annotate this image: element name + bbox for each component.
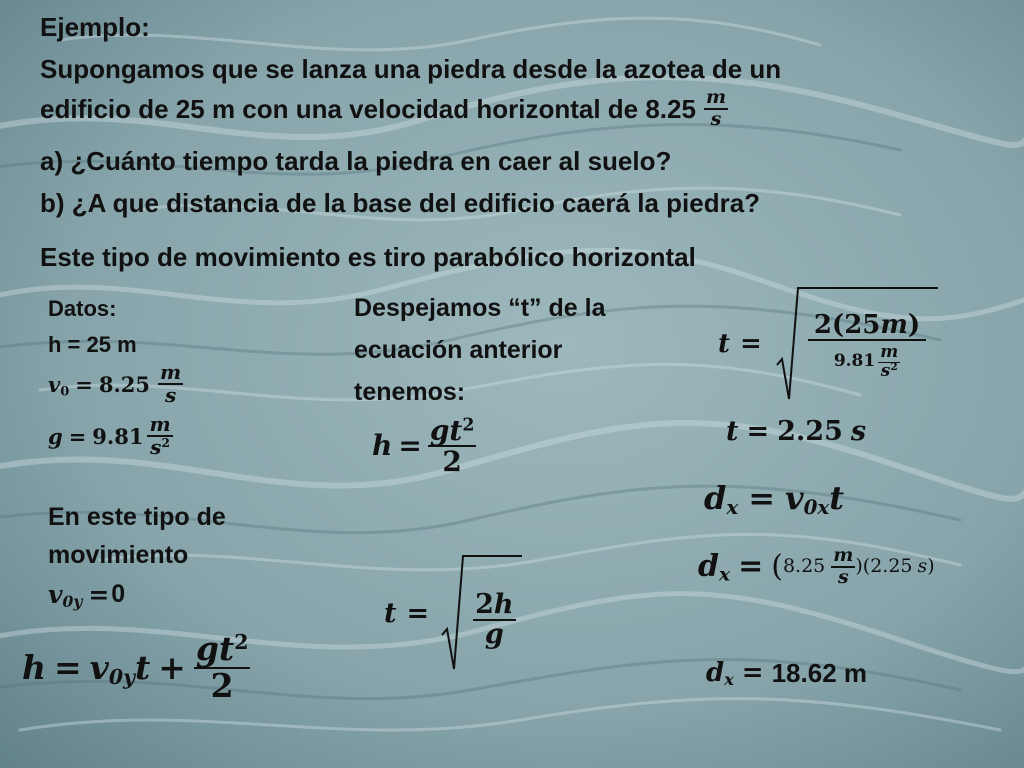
time-result-value: 2.25 (777, 416, 843, 447)
note-line-2: movimiento (48, 541, 189, 569)
distance-result-value: 18.62 m (771, 658, 867, 688)
vertical-motion-equation: h = $v_{0y}t$ + $\frac{gt^2}{2}$ (22, 629, 249, 705)
height-equation: h = $\frac{gt^2}{2}$ (372, 414, 475, 479)
note-line-1: En este tipo de (48, 503, 226, 531)
velocity-unit (704, 88, 728, 130)
horizontal-distance-formula: $d_x$ = $v_{0x}t$ (704, 479, 845, 519)
problem-line-2-text: edificio de 25 m con una velocidad horizontal de 8.25 (40, 93, 696, 124)
despejamos-line-1: Despejamos “t” de la (354, 294, 606, 322)
datos-label: Datos: (48, 296, 117, 321)
g-value: 9.81 (92, 423, 144, 449)
sqrt-symbol: $\frac{2h}{g}$ (441, 555, 521, 671)
gravity-eq: g = 9.81 $\frac{m}{s^2}$ (48, 412, 171, 459)
time-result-eq: t = 2.25 s (726, 416, 867, 447)
gt2-over-2: $\frac{gt^2}{2}$ (195, 629, 249, 705)
unit-meters: m (705, 86, 727, 108)
dx-velocity: 8.25 (782, 555, 826, 578)
sqrt-symbol-2: 2(25m) 9.81 $\frac{m}{s^2}$ (776, 287, 938, 401)
distance-substitution: $d_x$ = ( 8.25 $\frac{m}{s}$ )( 2.25 s ) (698, 544, 935, 588)
despejamos-line-3: tenemos: (354, 378, 466, 406)
datos-height: h = 25 m (48, 332, 137, 357)
time-result-unit: s (850, 416, 867, 447)
distance-result: $d_x$ = 18.62 m (706, 658, 867, 690)
v0y-zero: 0 (111, 580, 126, 608)
time-sqrt-formula: t = $\frac{2h}{g}$ (384, 555, 522, 671)
initial-velocity-eq: $v_0$ = 8.25 $\frac{m}{s}$ (48, 360, 182, 407)
problem-line-1: Supongamos que se lanza una piedra desde la azotea de un (40, 54, 782, 84)
v0-value: 8.25 (98, 371, 151, 397)
problem-line-2 (40, 88, 728, 130)
v0y-statement: $v_{0y}$ = 0 (48, 580, 126, 611)
despejamos-line-2: ecuación anterior (354, 336, 563, 364)
unit-seconds: s (710, 107, 722, 130)
radicand-numerator: 2(25 (813, 309, 881, 340)
slide-title: Ejemplo: (40, 12, 150, 42)
motion-type: Este tipo de movimiento es tiro parabólico horizontal (40, 242, 696, 272)
radicand-gravity: 9.81 (833, 351, 876, 372)
v0-unit: $\frac{m}{s}$ (160, 360, 182, 407)
question-a: a) ¿Cuánto tiempo tarda la piedra en caer al suelo? (40, 146, 672, 176)
time-computed-formula: t = 2(25m) 9.81 $\frac{m}{s^2}$ (718, 287, 938, 401)
dx-time: 2.25 (870, 555, 913, 578)
g-unit: $\frac{m}{s^2}$ (149, 412, 171, 459)
question-b: b) ¿A que distancia de la base del edificio caerá la piedra? (40, 188, 761, 218)
